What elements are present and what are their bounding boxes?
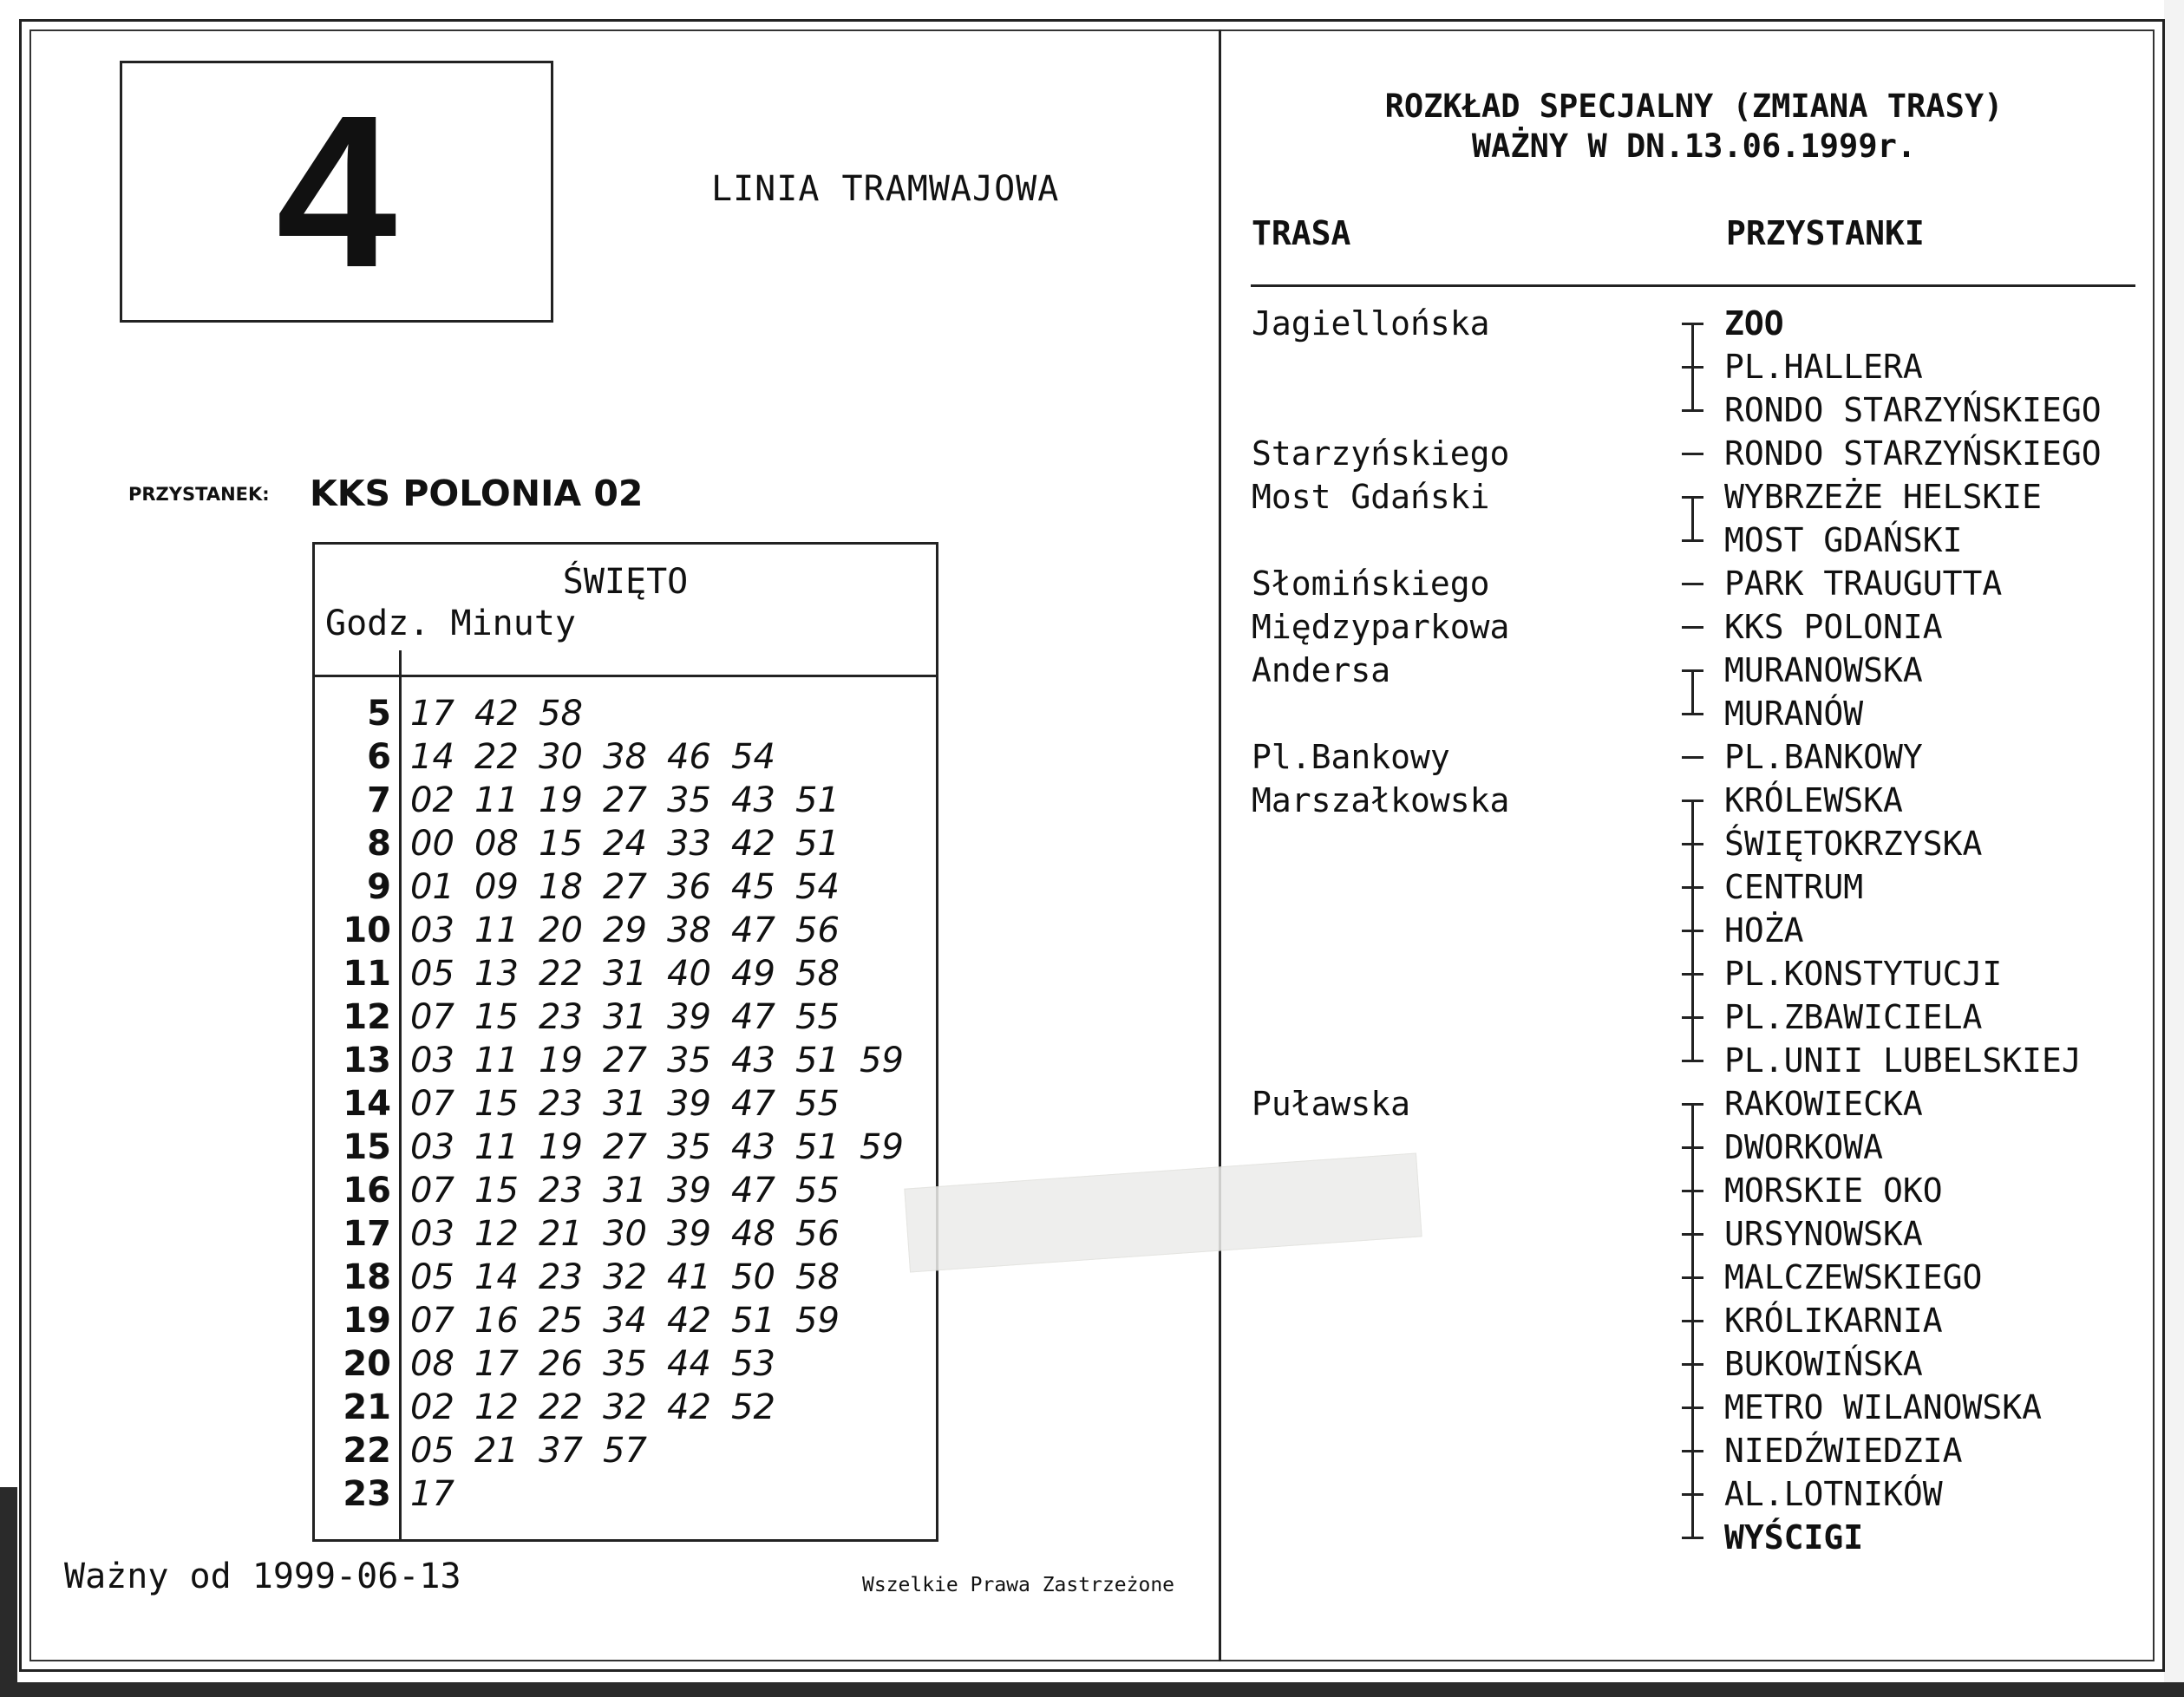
hour-cell: 13: [343, 1041, 391, 1080]
minute-cell: 03: [410, 1127, 454, 1167]
timetable-row: [315, 952, 936, 995]
minute-cell: 31: [603, 997, 647, 1037]
minute-cell: 00: [410, 824, 454, 864]
minute-cell: 27: [603, 780, 647, 820]
route-stop: HOŻA: [1724, 911, 1804, 950]
minute-cell: 03: [410, 1214, 454, 1254]
route-street: Międzyparkowa: [1252, 608, 1510, 646]
minute-cell: 55: [795, 1084, 840, 1124]
minute-cell: 19: [539, 780, 583, 820]
minute-cell: 55: [795, 997, 840, 1037]
minute-cell: 48: [731, 1214, 775, 1254]
route-tick: [1682, 626, 1703, 629]
minute-cell: 40: [667, 954, 711, 994]
route-tick: [1682, 1407, 1703, 1409]
minute-cell: 54: [795, 867, 840, 907]
minute-cell: 47: [731, 911, 775, 950]
route-stop: MURANOWSKA: [1724, 651, 1923, 689]
minute-cell: 51: [731, 1301, 775, 1341]
route-stop: METRO WILANOWSKA: [1724, 1388, 2043, 1426]
hour-cell: 22: [343, 1431, 391, 1471]
minute-cell: 05: [410, 1257, 454, 1297]
hour-cell: 7: [367, 780, 391, 820]
route-stop: PL.KONSTYTUCJI: [1724, 955, 2003, 993]
minute-cell: 57: [603, 1431, 647, 1471]
minute-cell: 15: [474, 1084, 519, 1124]
timetable-row: [315, 865, 936, 909]
minute-cell: 15: [474, 997, 519, 1037]
route-tick: [1682, 539, 1703, 542]
route-stop: PL.HALLERA: [1724, 348, 1923, 386]
minute-cell: 13: [474, 954, 519, 994]
minute-cell: 39: [667, 1171, 711, 1211]
route-tick: [1682, 756, 1703, 759]
minute-cell: 07: [410, 1084, 454, 1124]
minute-cell: 46: [667, 737, 711, 777]
hour-cell: 19: [343, 1301, 391, 1341]
minute-cell: 22: [474, 737, 519, 777]
minute-cell: 51: [795, 1041, 840, 1080]
minute-cell: 30: [603, 1214, 647, 1254]
minute-cell: 53: [731, 1344, 775, 1384]
hour-cell: 16: [343, 1171, 391, 1211]
route-stop: MALCZEWSKIEGO: [1724, 1258, 1983, 1296]
minute-cell: 58: [795, 1257, 840, 1297]
timetable-row: [315, 1472, 936, 1516]
route-stop: WYŚCIGI: [1724, 1518, 1864, 1557]
minute-cell: 42: [474, 694, 519, 734]
minute-cell: 54: [731, 737, 775, 777]
timetable-row: [315, 1212, 936, 1256]
minute-cell: 43: [731, 780, 775, 820]
route-stop: WYBRZEŻE HELSKIE: [1724, 478, 2043, 516]
minute-cell: 35: [667, 1041, 711, 1080]
route-connector: [1691, 497, 1694, 540]
route-title-line2: WAŻNY W DN.13.06.1999r.: [1471, 127, 1917, 165]
minute-cell: 26: [539, 1344, 583, 1384]
hour-cell: 9: [367, 867, 391, 907]
minute-cell: 17: [410, 694, 454, 734]
route-tick: [1682, 886, 1703, 889]
minute-cell: 08: [410, 1344, 454, 1384]
route-tick: [1682, 713, 1703, 715]
minute-cell: 32: [603, 1387, 647, 1427]
route-tick: [1682, 496, 1703, 499]
minute-cell: 56: [795, 911, 840, 950]
minute-cell: 24: [603, 824, 647, 864]
minute-cell: 35: [667, 780, 711, 820]
minute-cell: 52: [731, 1387, 775, 1427]
minute-cell: 11: [474, 1041, 519, 1080]
timetable-row: [315, 1256, 936, 1299]
route-stop: PL.ZBAWICIELA: [1724, 998, 1983, 1036]
scan-edge-right: [2164, 0, 2184, 1697]
line-number: 4: [276, 70, 397, 312]
route-tick: [1682, 1103, 1703, 1106]
route-stop: CENTRUM: [1724, 868, 1864, 906]
minute-cell: 20: [539, 911, 583, 950]
route-tick: [1682, 1493, 1703, 1496]
route-tick: [1682, 1276, 1703, 1279]
minute-cell: 15: [474, 1171, 519, 1211]
minute-cell: 11: [474, 911, 519, 950]
minute-cell: 39: [667, 1214, 711, 1254]
minute-cell: 31: [603, 1084, 647, 1124]
minute-cell: 21: [474, 1431, 519, 1471]
timetable-row: [315, 909, 936, 952]
timetable-row: [315, 692, 936, 735]
route-street: Puławska: [1252, 1085, 1411, 1123]
route-stop: URSYNOWSKA: [1724, 1215, 1923, 1253]
route-stop: AL.LOTNIKÓW: [1724, 1475, 1943, 1513]
route-tick: [1682, 1060, 1703, 1062]
minute-cell: 32: [603, 1257, 647, 1297]
route-tick: [1682, 1450, 1703, 1452]
minute-cell: 35: [667, 1127, 711, 1167]
route-street: Jagiellońska: [1252, 304, 1490, 343]
minute-cell: 02: [410, 1387, 454, 1427]
minute-cell: 42: [667, 1387, 711, 1427]
minute-cell: 25: [539, 1301, 583, 1341]
timetable-row: [315, 1429, 936, 1472]
timetable-row: [315, 1039, 936, 1082]
timetable: [312, 542, 938, 1542]
minute-cell: 34: [603, 1301, 647, 1341]
minute-cell: 39: [667, 1084, 711, 1124]
minute-cell: 21: [539, 1214, 583, 1254]
route-street: Słomińskiego: [1252, 565, 1490, 603]
route-tick: [1682, 1363, 1703, 1366]
route-stop: RAKOWIECKA: [1724, 1085, 1923, 1123]
hour-cell: 20: [343, 1344, 391, 1384]
route-header-rule: [1251, 284, 2135, 287]
timetable-row: [315, 995, 936, 1039]
route-stop: RONDO STARZYŃSKIEGO: [1724, 391, 2102, 429]
minute-cell: 59: [795, 1301, 840, 1341]
route-tick: [1682, 1233, 1703, 1236]
timetable-row: [315, 1126, 936, 1169]
route-stop: MOST GDAŃSKI: [1724, 521, 1963, 559]
panel-divider: [1219, 29, 1221, 1661]
timetable-row: [315, 1299, 936, 1342]
timetable-row: [315, 735, 936, 779]
route-tick: [1682, 1320, 1703, 1322]
hour-cell: 18: [343, 1257, 391, 1297]
route-stop: KRÓLEWSKA: [1724, 781, 1903, 819]
route-connector: [1691, 670, 1694, 714]
minute-cell: 19: [539, 1127, 583, 1167]
minute-cell: 09: [474, 867, 519, 907]
timetable-row: [315, 1386, 936, 1429]
minute-cell: 16: [474, 1301, 519, 1341]
route-stop: MURANÓW: [1724, 695, 1864, 733]
route-tick: [1682, 930, 1703, 932]
route-tick: [1682, 973, 1703, 976]
minute-cell: 35: [603, 1344, 647, 1384]
minute-cell: 14: [410, 737, 454, 777]
route-tick: [1682, 1190, 1703, 1192]
col-route-heading: TRASA: [1252, 214, 1351, 252]
timetable-row: [315, 822, 936, 865]
route-tick: [1682, 409, 1703, 412]
route-tick: [1682, 453, 1703, 455]
route-street: Pl.Bankowy: [1252, 738, 1450, 776]
route-tick: [1682, 669, 1703, 672]
col-hour: Godz.: [325, 604, 430, 643]
minute-cell: 07: [410, 1301, 454, 1341]
route-tick: [1682, 800, 1703, 802]
line-type: LINIA TRAMWAJOWA: [711, 169, 1060, 209]
hour-cell: 15: [343, 1127, 391, 1167]
route-tick: [1682, 1146, 1703, 1149]
hour-cell: 8: [367, 824, 391, 864]
route-stop: KKS POLONIA: [1724, 608, 1943, 646]
minute-cell: 27: [603, 1041, 647, 1080]
minute-cell: 31: [603, 1171, 647, 1211]
minute-cell: 17: [410, 1474, 454, 1514]
minute-cell: 39: [667, 997, 711, 1037]
hour-cell: 14: [343, 1084, 391, 1124]
timetable-day-type: ŚWIĘTO: [562, 562, 689, 602]
minute-cell: 45: [731, 867, 775, 907]
timetable-row: [315, 1342, 936, 1386]
minute-cell: 51: [795, 824, 840, 864]
minute-cell: 43: [731, 1041, 775, 1080]
timetable-row: [315, 779, 936, 822]
minute-cell: 58: [539, 694, 583, 734]
route-stop: PL.UNII LUBELSKIEJ: [1724, 1041, 2082, 1080]
minute-cell: 42: [731, 824, 775, 864]
minute-cell: 03: [410, 911, 454, 950]
route-street: Marszałkowska: [1252, 781, 1510, 819]
route-stop: ZOO: [1724, 304, 1784, 343]
route-stop: RONDO STARZYŃSKIEGO: [1724, 434, 2102, 473]
minute-cell: 49: [731, 954, 775, 994]
minute-cell: 58: [795, 954, 840, 994]
route-stop: ŚWIĘTOKRZYSKA: [1724, 825, 1983, 863]
minute-cell: 07: [410, 997, 454, 1037]
minute-cell: 12: [474, 1387, 519, 1427]
route-street: Most Gdański: [1252, 478, 1490, 516]
minute-cell: 31: [603, 954, 647, 994]
timetable-row: [315, 1169, 936, 1212]
scan-edge-bottom: [0, 1682, 2184, 1697]
timetable-header: [325, 604, 576, 643]
hour-cell: 6: [367, 737, 391, 777]
route-tick: [1682, 1537, 1703, 1539]
minute-cell: 14: [474, 1257, 519, 1297]
minute-cell: 42: [667, 1301, 711, 1341]
minute-cell: 05: [410, 954, 454, 994]
minute-cell: 36: [667, 867, 711, 907]
minute-cell: 15: [539, 824, 583, 864]
minute-cell: 50: [731, 1257, 775, 1297]
hour-cell: 11: [343, 954, 391, 994]
minute-cell: 38: [667, 911, 711, 950]
minute-cell: 56: [795, 1214, 840, 1254]
hour-cell: 17: [343, 1214, 391, 1254]
route-tick: [1682, 323, 1703, 325]
timetable-row: [315, 1082, 936, 1126]
minute-cell: 29: [603, 911, 647, 950]
route-street: Andersa: [1252, 651, 1391, 689]
route-street: Starzyńskiego: [1252, 434, 1510, 473]
minute-cell: 23: [539, 1171, 583, 1211]
scan-edge-left: [0, 1487, 17, 1697]
route-tick: [1682, 366, 1703, 369]
minute-cell: 11: [474, 1127, 519, 1167]
route-stop: KRÓLIKARNIA: [1724, 1302, 1943, 1340]
valid-from: Ważny od 1999-06-13: [64, 1557, 461, 1596]
minute-cell: 30: [539, 737, 583, 777]
minute-cell: 22: [539, 1387, 583, 1427]
minute-cell: 01: [410, 867, 454, 907]
minute-cell: 23: [539, 997, 583, 1037]
minute-cell: 51: [795, 1127, 840, 1167]
minute-cell: 38: [603, 737, 647, 777]
hour-cell: 21: [343, 1387, 391, 1427]
line-number-box: [120, 61, 553, 323]
minute-cell: 27: [603, 867, 647, 907]
minute-cell: 44: [667, 1344, 711, 1384]
minute-cell: 03: [410, 1041, 454, 1080]
minute-cell: 47: [731, 1171, 775, 1211]
route-stop: MORSKIE OKO: [1724, 1172, 1943, 1210]
minute-cell: 23: [539, 1084, 583, 1124]
hour-cell: 12: [343, 997, 391, 1037]
route-tick: [1682, 583, 1703, 585]
minute-cell: 47: [731, 997, 775, 1037]
minute-cell: 23: [539, 1257, 583, 1297]
hour-cell: 5: [367, 694, 391, 734]
col-stops-heading: PRZYSTANKI: [1726, 214, 1925, 252]
minute-cell: 59: [860, 1127, 904, 1167]
hour-cell: 10: [343, 911, 391, 950]
minute-cell: 07: [410, 1171, 454, 1211]
minute-cell: 55: [795, 1171, 840, 1211]
route-tick: [1682, 1016, 1703, 1019]
minute-cell: 41: [667, 1257, 711, 1297]
minute-cell: 27: [603, 1127, 647, 1167]
route-tick: [1682, 843, 1703, 845]
minute-cell: 08: [474, 824, 519, 864]
stop-name: KKS POLONIA 02: [310, 473, 644, 514]
minute-cell: 59: [860, 1041, 904, 1080]
col-minutes: Minuty: [450, 604, 577, 643]
hour-cell: 23: [343, 1474, 391, 1514]
minute-cell: 33: [667, 824, 711, 864]
rights-notice: Wszelkie Prawa Zastrzeżone: [862, 1574, 1175, 1596]
route-stop: NIEDŹWIEDZIA: [1724, 1432, 1963, 1470]
route-stop: DWORKOWA: [1724, 1128, 1884, 1166]
minute-cell: 51: [795, 780, 840, 820]
route-panel-title: [1221, 87, 2167, 166]
stop-label: PRZYSTANEK:: [128, 484, 270, 505]
minute-cell: 18: [539, 867, 583, 907]
route-title-line1: ROZKŁAD SPECJALNY (ZMIANA TRASY): [1384, 88, 2004, 125]
minute-cell: 43: [731, 1127, 775, 1167]
minute-cell: 12: [474, 1214, 519, 1254]
minute-cell: 37: [539, 1431, 583, 1471]
timetable-header-rule: [315, 675, 936, 677]
minute-cell: 19: [539, 1041, 583, 1080]
minute-cell: 22: [539, 954, 583, 994]
minute-cell: 02: [410, 780, 454, 820]
route-stop: BUKOWIŃSKA: [1724, 1345, 1923, 1383]
minute-cell: 05: [410, 1431, 454, 1471]
minute-cell: 17: [474, 1344, 519, 1384]
route-stop: PL.BANKOWY: [1724, 738, 1923, 776]
minute-cell: 11: [474, 780, 519, 820]
route-stop: PARK TRAUGUTTA: [1724, 565, 2003, 603]
minute-cell: 47: [731, 1084, 775, 1124]
